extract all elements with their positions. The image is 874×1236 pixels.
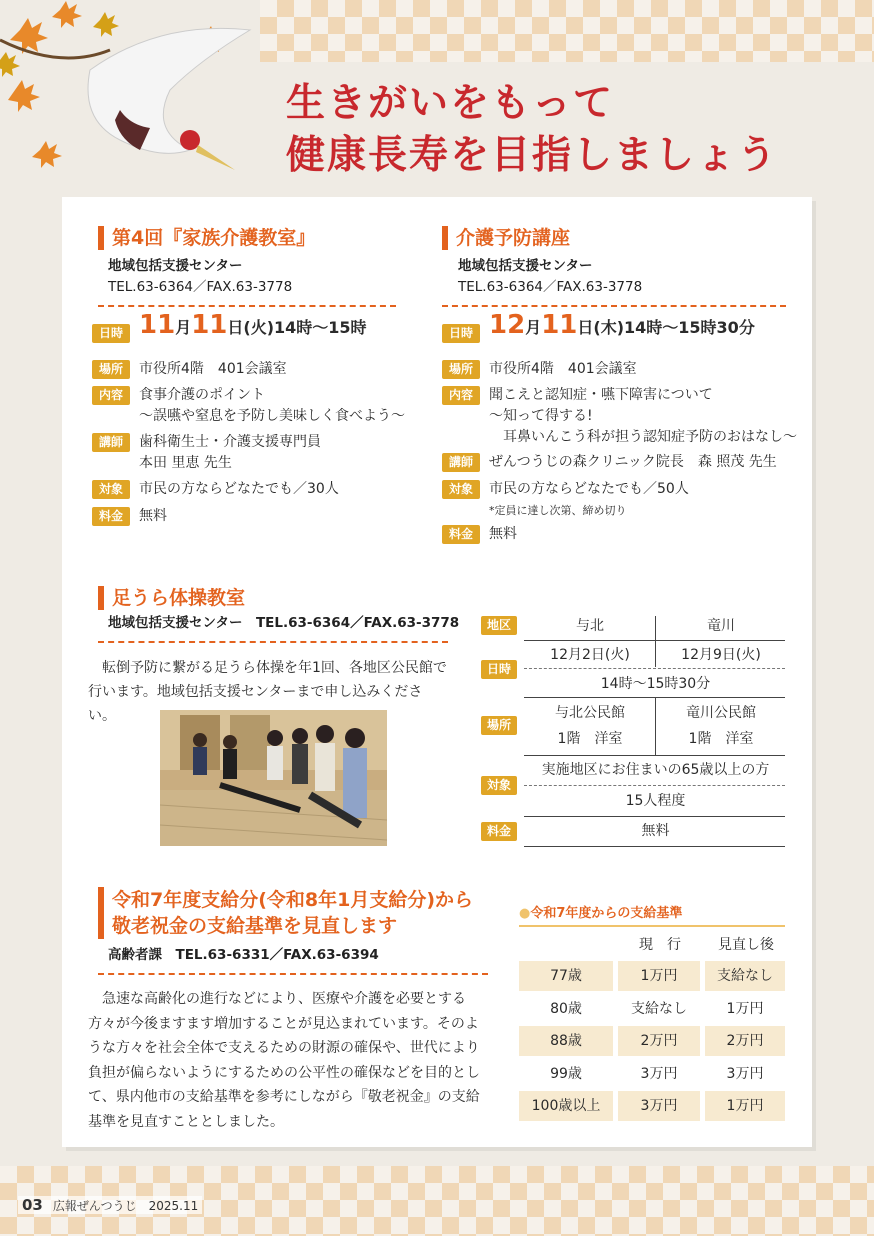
section3-contact: 地域包括支援センター TEL.63-6364／FAX.63-3778 bbox=[108, 615, 460, 631]
section1-place-row bbox=[92, 359, 287, 380]
table-date-2: 12月9日(火) bbox=[681, 647, 761, 663]
section2-content-1: 聞こえと認知症・嚥下障害について bbox=[489, 387, 713, 403]
section1-tel: TEL.63-6364／FAX.63-3778 bbox=[108, 279, 293, 295]
section2-place-row bbox=[442, 359, 637, 380]
maple-leaves-crane-illustration bbox=[0, 0, 270, 200]
section3-divider bbox=[98, 641, 448, 643]
section1-content-row bbox=[92, 385, 405, 427]
exercise-photo-illustration bbox=[160, 710, 387, 846]
table-target-2: 15人程度 bbox=[625, 793, 686, 809]
standard-row-new: 3万円 bbox=[726, 1066, 764, 1082]
section2-tel: TEL.63-6364／FAX.63-3778 bbox=[458, 279, 643, 295]
title-line-1: 生きがいをもって bbox=[286, 81, 615, 126]
page-footer bbox=[18, 1196, 202, 1214]
section1-lecturer-1: 歯科衛生士・介護支援専門員 bbox=[139, 434, 321, 450]
standard-row-current: 2万円 bbox=[618, 1026, 700, 1056]
section1-date-row bbox=[92, 310, 367, 343]
section1-divider bbox=[98, 305, 396, 307]
table-rule bbox=[524, 668, 785, 669]
standard-row-current: 支給なし bbox=[631, 1001, 687, 1017]
section1-org: 地域包括支援センター bbox=[108, 258, 243, 274]
table-target-tag: 対象 bbox=[481, 776, 517, 795]
table-rule bbox=[524, 755, 785, 756]
section2-date-row bbox=[442, 310, 755, 343]
table-rule bbox=[524, 816, 785, 817]
page-number: 03 bbox=[22, 1196, 43, 1214]
section3-title: 足うら体操教室 bbox=[98, 586, 245, 610]
standard-col-new: 見直し後 bbox=[718, 937, 774, 953]
section2-content-3: 耳鼻いんこう科が担う認知症予防のおはなし〜 bbox=[503, 429, 797, 445]
date-tag: 日時 bbox=[442, 324, 480, 343]
section2-divider bbox=[442, 305, 786, 307]
section1-fee-row bbox=[92, 506, 167, 527]
table-rule bbox=[524, 846, 785, 847]
table-date-tag: 日時 bbox=[481, 660, 517, 679]
section1-lecturer-2: 本田 里恵 先生 bbox=[139, 455, 232, 471]
section2-title: 介護予防講座 bbox=[442, 226, 570, 250]
table-place-2b: 1階 洋室 bbox=[688, 731, 754, 747]
bullet-dot-icon: ● bbox=[519, 906, 531, 921]
title-line-2: 健康長寿を目指しましょう bbox=[286, 133, 779, 178]
table-rule bbox=[524, 785, 785, 786]
section1-target: 市民の方ならどなたでも／30人 bbox=[139, 481, 339, 497]
section4-title-1: 令和7年度支給分(令和8年1月支給分)から bbox=[112, 889, 474, 911]
standard-row-age: 77歳 bbox=[519, 961, 613, 991]
standard-row-age: 88歳 bbox=[519, 1026, 613, 1056]
section2-fee-row bbox=[442, 524, 517, 545]
table-place-2a: 竜川公民館 bbox=[686, 705, 756, 721]
section2-org: 地域包括支援センター bbox=[458, 258, 593, 274]
section1-place: 市役所4階 401会議室 bbox=[139, 361, 287, 377]
section2-place: 市役所4階 401会議室 bbox=[489, 361, 637, 377]
section4-body: 急速な高齢化の進行などにより、医療や介護を必要とする方々が今後ますます増加することが見込まれています。そのような方々を社会全体で支えるための財源の確保や、世代により負担が偏らないようにするための公平性の確保などを目的として、県内他市の支給基準を参考にしながら『敬老祝金』の支給基準を見直すこととしました。 bbox=[88, 991, 480, 1130]
section2-fee: 無料 bbox=[489, 526, 517, 542]
checker-pattern-top bbox=[260, 0, 874, 62]
standard-row-new: 1万円 bbox=[705, 1091, 785, 1121]
section2-note: *定員に達し次第、締め切り bbox=[489, 504, 627, 517]
fee-tag: 料金 bbox=[92, 507, 130, 526]
table-target-1: 実施地区にお住まいの65歳以上の方 bbox=[541, 762, 770, 778]
table-area-2: 竜川 bbox=[707, 618, 735, 634]
section1-target-row bbox=[92, 479, 339, 500]
standard-row-new: 1万円 bbox=[726, 1001, 764, 1017]
section2-date: 12月11日(木)14時〜15時30分 bbox=[489, 310, 755, 340]
page-title bbox=[286, 78, 846, 182]
section1-content-1: 食事介護のポイント bbox=[139, 387, 265, 403]
standard-row-age: 99歳 bbox=[550, 1066, 582, 1082]
table-place-1a: 与北公民館 bbox=[555, 705, 625, 721]
section4-title-2: 敬老祝金の支給基準を見直します bbox=[112, 915, 398, 937]
table-fee-tag: 料金 bbox=[481, 822, 517, 841]
publication-name: 広報ぜんつうじ 2025.11 bbox=[52, 1199, 199, 1213]
table-date-1: 12月2日(火) bbox=[550, 647, 630, 663]
table-place-tag: 場所 bbox=[481, 716, 517, 735]
section1-content-2: 〜誤嚥や窒息を予防し美味しく食べよう〜 bbox=[139, 408, 405, 424]
section1-fee: 無料 bbox=[139, 508, 167, 524]
standard-row-current: 1万円 bbox=[618, 961, 700, 991]
section1-date: 11月11日(火)14時〜15時 bbox=[139, 310, 367, 340]
table-area-1: 与北 bbox=[576, 618, 604, 634]
table-vrule bbox=[655, 697, 656, 755]
content-tag: 内容 bbox=[442, 386, 480, 405]
standard-table-title: ●令和7年度からの支給基準 bbox=[519, 903, 785, 927]
section2-lecturer-row bbox=[442, 452, 777, 473]
table-time: 14時〜15時30分 bbox=[600, 676, 711, 692]
date-tag: 日時 bbox=[92, 324, 130, 343]
standard-row-new: 支給なし bbox=[705, 961, 785, 991]
standard-row-new: 2万円 bbox=[705, 1026, 785, 1056]
lecturer-tag: 講師 bbox=[442, 453, 480, 472]
place-tag: 場所 bbox=[442, 360, 480, 379]
section2-content-2: 〜知って得する! bbox=[489, 408, 593, 424]
target-tag: 対象 bbox=[442, 480, 480, 499]
fee-tag: 料金 bbox=[442, 525, 480, 544]
section2-lecturer: ぜんつうじの森クリニック院長 森 照茂 先生 bbox=[489, 454, 777, 470]
content-tag: 内容 bbox=[92, 386, 130, 405]
lecturer-tag: 講師 bbox=[92, 433, 130, 452]
section4-contact: 高齢者課 TEL.63-6331／FAX.63-6394 bbox=[108, 947, 379, 963]
exercise-class-photo bbox=[160, 710, 387, 846]
standard-row-current: 3万円 bbox=[640, 1066, 678, 1082]
section4-divider bbox=[98, 973, 488, 975]
table-vrule bbox=[655, 616, 656, 667]
standard-col-current: 現 行 bbox=[639, 937, 681, 953]
section2-target: 市民の方ならどなたでも／50人 bbox=[489, 481, 689, 497]
target-tag: 対象 bbox=[92, 480, 130, 499]
standard-row-current: 3万円 bbox=[618, 1091, 700, 1121]
section2-content-row bbox=[442, 385, 797, 448]
place-tag: 場所 bbox=[92, 360, 130, 379]
table-area-tag: 地区 bbox=[481, 616, 517, 635]
section4-title bbox=[98, 887, 473, 939]
table-place-1b: 1階 洋室 bbox=[557, 731, 623, 747]
section1-lecturer-row bbox=[92, 432, 321, 474]
standard-row-age: 100歳以上 bbox=[519, 1091, 613, 1121]
standard-row-age: 80歳 bbox=[550, 1001, 582, 1017]
table-fee: 無料 bbox=[641, 823, 670, 839]
section1-title: 第4回『家族介護教室』 bbox=[98, 226, 315, 250]
section2-target-row bbox=[442, 479, 689, 521]
section3-body: 転倒予防に繋がる足うら体操を年1回、各地区公民館で行います。地域包括支援センターまで申し込みください。 bbox=[88, 660, 447, 724]
